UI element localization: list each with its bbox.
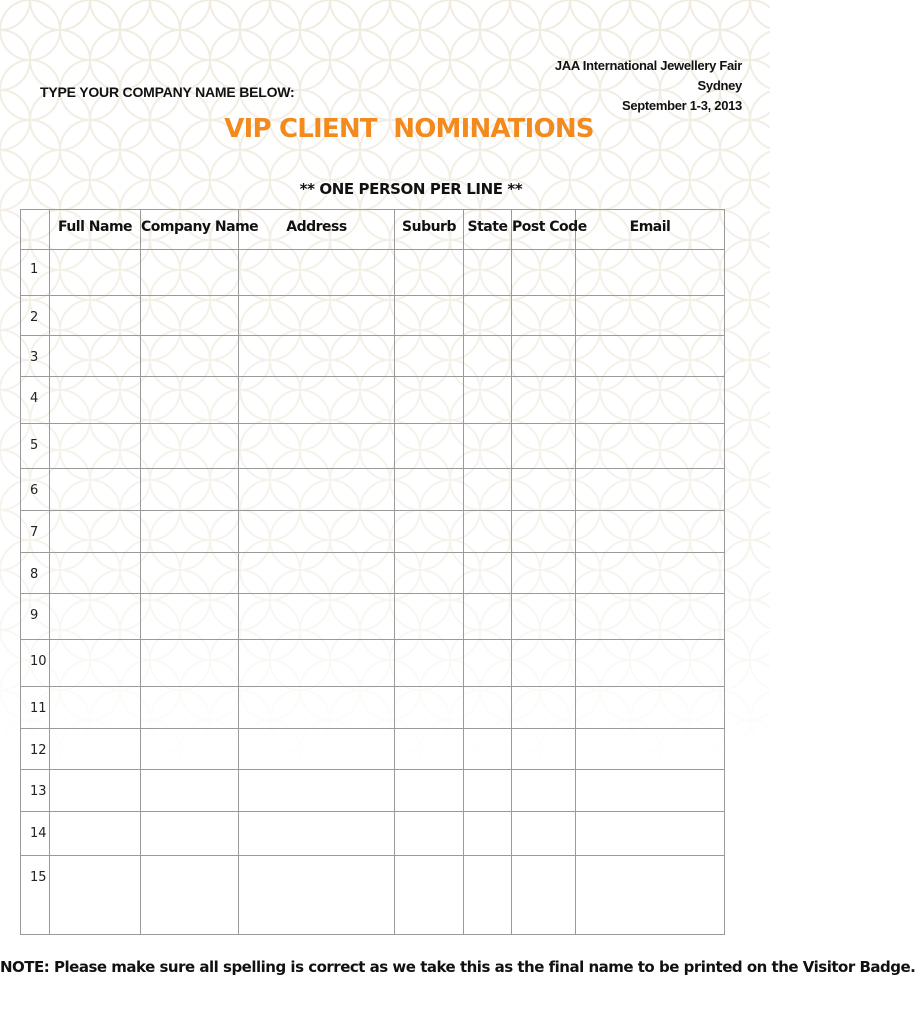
cell-post-code[interactable] — [512, 812, 576, 856]
cell-state[interactable] — [464, 687, 512, 729]
row-number: 13 — [21, 770, 50, 812]
cell-full-name[interactable] — [50, 424, 141, 469]
cell-email[interactable] — [576, 687, 725, 729]
row-number: 5 — [21, 424, 50, 469]
cell-full-name[interactable] — [50, 640, 141, 687]
cell-suburb[interactable] — [395, 250, 464, 296]
cell-email[interactable] — [576, 296, 725, 336]
event-name: JAA International Jewellery Fair — [554, 58, 742, 73]
cell-full-name[interactable] — [50, 336, 141, 377]
cell-post-code[interactable] — [512, 687, 576, 729]
row-number: 11 — [21, 687, 50, 729]
row-number: 15 — [21, 856, 50, 935]
cell-address[interactable] — [239, 729, 395, 770]
cell-state[interactable] — [464, 250, 512, 296]
cell-address[interactable] — [239, 856, 395, 935]
table-body — [21, 250, 725, 935]
cell-company-name[interactable] — [141, 687, 239, 729]
column-header-company-name: Company Name — [141, 210, 239, 250]
cell-post-code[interactable] — [512, 296, 576, 336]
spelling-note — [0, 958, 915, 976]
cell-post-code[interactable] — [512, 336, 576, 377]
cell-company-name[interactable] — [141, 336, 239, 377]
row-number: 4 — [21, 377, 50, 424]
cell-company-name[interactable] — [141, 594, 239, 640]
cell-state[interactable] — [464, 377, 512, 424]
cell-suburb[interactable] — [395, 729, 464, 770]
table-row — [21, 729, 725, 770]
cell-company-name[interactable] — [141, 424, 239, 469]
column-header-post-code: Post Code — [512, 210, 576, 250]
note-text: Please make sure all spelling is correct as we take this as the final name to be printed on the Visitor Badge. — [49, 958, 915, 976]
cell-full-name[interactable] — [50, 469, 141, 511]
cell-post-code[interactable] — [512, 856, 576, 935]
cell-company-name[interactable] — [141, 640, 239, 687]
column-header-email: Email — [576, 210, 725, 250]
column-header-row-number — [21, 210, 50, 250]
cell-full-name[interactable] — [50, 377, 141, 424]
cell-full-name[interactable] — [50, 511, 141, 553]
cell-full-name[interactable] — [50, 250, 141, 296]
row-number: 8 — [21, 553, 50, 594]
table-row — [21, 250, 725, 296]
cell-address[interactable] — [239, 770, 395, 812]
cell-post-code[interactable] — [512, 729, 576, 770]
cell-company-name[interactable] — [141, 511, 239, 553]
cell-address[interactable] — [239, 640, 395, 687]
cell-email[interactable] — [576, 856, 725, 935]
column-header-address: Address — [239, 210, 395, 250]
cell-state[interactable] — [464, 296, 512, 336]
cell-email[interactable] — [576, 469, 725, 511]
table-row — [21, 640, 725, 687]
cell-post-code[interactable] — [512, 553, 576, 594]
cell-full-name[interactable] — [50, 553, 141, 594]
event-city: Sydney — [697, 78, 742, 93]
cell-state[interactable] — [464, 553, 512, 594]
cell-state[interactable] — [464, 469, 512, 511]
cell-state[interactable] — [464, 640, 512, 687]
table-row — [21, 511, 725, 553]
cell-email[interactable] — [576, 250, 725, 296]
company-name-prompt: TYPE YOUR COMPANY NAME BELOW: — [40, 84, 295, 100]
cell-company-name[interactable] — [141, 469, 239, 511]
page-title-text: VIP CLIENT NOMINATIONS — [224, 114, 594, 144]
cell-email[interactable] — [576, 511, 725, 553]
cell-suburb[interactable] — [395, 336, 464, 377]
cell-suburb[interactable] — [395, 687, 464, 729]
cell-company-name[interactable] — [141, 770, 239, 812]
row-number: 6 — [21, 469, 50, 511]
cell-state[interactable] — [464, 729, 512, 770]
cell-post-code[interactable] — [512, 250, 576, 296]
cell-address[interactable] — [239, 424, 395, 469]
table-header-row — [21, 210, 725, 250]
column-header-state: State — [464, 210, 512, 250]
cell-company-name[interactable] — [141, 377, 239, 424]
cell-suburb[interactable] — [395, 511, 464, 553]
cell-address[interactable] — [239, 553, 395, 594]
cell-post-code[interactable] — [512, 469, 576, 511]
row-number: 14 — [21, 812, 50, 856]
table-row — [21, 553, 725, 594]
note-label: NOTE: — [0, 958, 50, 976]
cell-suburb[interactable] — [395, 812, 464, 856]
cell-post-code[interactable] — [512, 640, 576, 687]
cell-full-name[interactable] — [50, 770, 141, 812]
cell-company-name[interactable] — [141, 729, 239, 770]
cell-suburb[interactable] — [395, 377, 464, 424]
cell-suburb[interactable] — [395, 553, 464, 594]
cell-full-name[interactable] — [50, 296, 141, 336]
cell-address[interactable] — [239, 511, 395, 553]
instruction-subtitle: ** ONE PERSON PER LINE ** — [299, 180, 523, 198]
cell-address[interactable] — [239, 687, 395, 729]
cell-suburb[interactable] — [395, 640, 464, 687]
cell-post-code[interactable] — [512, 594, 576, 640]
row-number: 10 — [21, 640, 50, 687]
table-row — [21, 296, 725, 336]
cell-company-name[interactable] — [141, 812, 239, 856]
cell-state[interactable] — [464, 336, 512, 377]
cell-company-name[interactable] — [141, 296, 239, 336]
cell-email[interactable] — [576, 640, 725, 687]
cell-state[interactable] — [464, 812, 512, 856]
cell-company-name[interactable] — [141, 553, 239, 594]
cell-email[interactable] — [576, 594, 725, 640]
nominations-table — [20, 209, 725, 935]
cell-email[interactable] — [576, 729, 725, 770]
cell-suburb[interactable] — [395, 469, 464, 511]
page-title — [0, 114, 770, 144]
row-number: 2 — [21, 296, 50, 336]
cell-state[interactable] — [464, 424, 512, 469]
cell-post-code[interactable] — [512, 770, 576, 812]
cell-suburb[interactable] — [395, 856, 464, 935]
cell-full-name[interactable] — [50, 594, 141, 640]
cell-company-name[interactable] — [141, 856, 239, 935]
cell-email[interactable] — [576, 770, 725, 812]
cell-email[interactable] — [576, 812, 725, 856]
event-info — [555, 56, 742, 116]
row-number: 9 — [21, 594, 50, 640]
cell-email[interactable] — [576, 377, 725, 424]
table-row — [21, 336, 725, 377]
cell-full-name[interactable] — [50, 856, 141, 935]
event-dates: September 1-3, 2013 — [621, 98, 742, 113]
cell-address[interactable] — [239, 812, 395, 856]
cell-state[interactable] — [464, 511, 512, 553]
cell-suburb[interactable] — [395, 770, 464, 812]
cell-email[interactable] — [576, 336, 725, 377]
cell-state[interactable] — [464, 770, 512, 812]
cell-email[interactable] — [576, 553, 725, 594]
column-header-full-name: Full Name — [50, 210, 141, 250]
cell-address[interactable] — [239, 377, 395, 424]
cell-address[interactable] — [239, 250, 395, 296]
table-row — [21, 469, 725, 511]
cell-email[interactable] — [576, 424, 725, 469]
cell-address[interactable] — [239, 469, 395, 511]
table-row — [21, 770, 725, 812]
cell-full-name[interactable] — [50, 687, 141, 729]
cell-post-code[interactable] — [512, 377, 576, 424]
cell-post-code[interactable] — [512, 511, 576, 553]
row-number: 3 — [21, 336, 50, 377]
cell-state[interactable] — [464, 856, 512, 935]
row-number: 12 — [21, 729, 50, 770]
cell-full-name[interactable] — [50, 812, 141, 856]
cell-state[interactable] — [464, 594, 512, 640]
cell-address[interactable] — [239, 594, 395, 640]
row-number: 7 — [21, 511, 50, 553]
column-header-suburb: Suburb — [395, 210, 464, 250]
table-row — [21, 377, 725, 424]
cell-company-name[interactable] — [141, 250, 239, 296]
cell-suburb[interactable] — [395, 424, 464, 469]
table-row — [21, 424, 725, 469]
cell-post-code[interactable] — [512, 424, 576, 469]
table-row — [21, 856, 725, 935]
cell-full-name[interactable] — [50, 729, 141, 770]
cell-suburb[interactable] — [395, 296, 464, 336]
cell-suburb[interactable] — [395, 594, 464, 640]
table-row — [21, 812, 725, 856]
cell-address[interactable] — [239, 296, 395, 336]
table-row — [21, 594, 725, 640]
table-row — [21, 687, 725, 729]
cell-address[interactable] — [239, 336, 395, 377]
row-number: 1 — [21, 250, 50, 296]
